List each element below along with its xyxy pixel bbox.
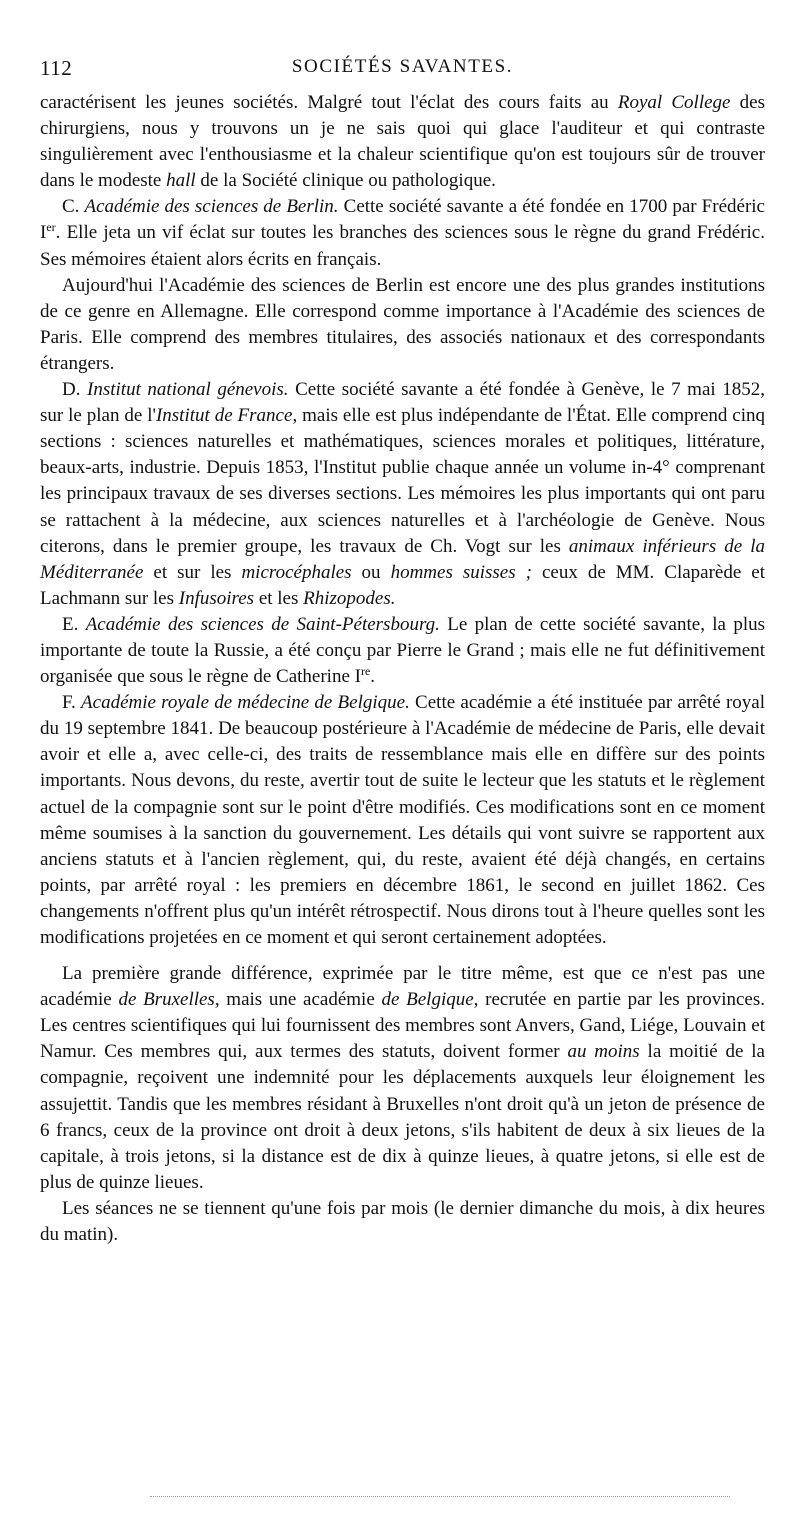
paragraph: [40, 961, 765, 1196]
text-run: Le plan de cette société savante, la plus importante de toute la Russie, a été conçu par Pierre le Grand ; mais elle ne fut définitivement organisée que sous le règne de Catherine I: [40, 613, 766, 688]
text-run: et sur les: [143, 561, 242, 583]
italic-text: de Bruxelles,: [118, 989, 220, 1011]
paragraph: [40, 273, 765, 377]
text-run: caractérisent les jeunes sociétés. Malgré tout l'éclat des cours faits au: [40, 92, 618, 113]
page-header: [40, 56, 765, 90]
italic-text: de Belgique: [381, 989, 474, 1011]
paragraph: [40, 194, 765, 272]
italic-text: Académie royale de médecine de Belgique.: [81, 692, 410, 714]
text-run: D.: [62, 379, 88, 401]
paragraph: [40, 612, 765, 690]
superscript: re: [360, 664, 371, 679]
text-run: mais une académie: [219, 989, 382, 1011]
bottom-rule: [150, 1496, 730, 1497]
page-number: 112: [40, 56, 73, 80]
paragraph: [40, 1196, 765, 1248]
running-title: SOCIÉTÉS SAVANTES.: [291, 56, 514, 77]
text-run: Cette académie a été instituée par arrêté royal du 19 septembre 1841. De beaucoup postérieure à l'Académie de médecine de Paris, elle devait avoir et elle a, avec celle-ci, des traits de ressemblance mais elle en diffère sur des points importants. Nous devons, du reste, avertir tout de suite le lecteur que les statuts et le règlement actuel de la compagnie sont sur le point d'être modifiés. Ces modifications sont en ce moment même soumises à la sanction du gouvernement. Les détails qui vont suivre se rapportent aux anciens statuts et à l'ancien règlement, qui, du reste, avaient été déjà changés, en certains points, par arrêté royal : les premiers en décembre 1861, le second en juillet 1862. Ces changements n'offrent plus qu'un intérêt rétrospectif. Nous dirons tout à l'heure quelles sont les modifications projetées en ce moment et qui seront certainement adoptées.: [40, 692, 765, 948]
text-run: Cette société savante a été fondée à Genève, le 7 mai 1852, sur le plan de l': [40, 379, 765, 427]
italic-text: Institut de France: [155, 405, 293, 427]
text-run: , mais elle est plus indépendante de l'État. Elle comprend cinq sections : sciences naturelles et mathématiques, sciences morales et politiques, littérature, beaux-arts, industrie. Depuis 1853, l'Institut publie chaque année un volume in-4° comprenant les principaux travaux de ses diverses sections. Les mémoires les plus importants qui ont paru se rattachent à la médecine, aux sciences naturelles et à l'archéologie de Genève. Nous citerons, dans le premier groupe, les travaux de Ch. Vogt sur les: [40, 405, 766, 557]
text-run: E.: [62, 613, 86, 635]
text-run: , recrutée en partie par les provinces. Les centres scientifiques qui lui fournissent des membres sont Anvers, Gand, Liége, Louvain et Namur. Ces membres qui, aux termes des statuts, doivent former: [40, 989, 766, 1063]
italic-text: au moins: [567, 1041, 640, 1063]
text-run: des chirurgiens, nous y trouvons un je ne sais quoi qui glace l'auditeur et qui contraste singulièrement avec l'enthousiasme et la chaleur scientifique qu'on est toujours sûr de trouver dans le modeste: [40, 92, 765, 192]
text-run: La première grande différence, exprimée par le titre même, est que ce n'est pas une académie: [40, 963, 765, 1011]
text-run: Cette société savante a été fondée en 1700 par Frédéric I: [40, 196, 765, 244]
paragraph: [40, 690, 765, 951]
text-run: C.: [62, 196, 85, 218]
text-run: . Elle jeta un vif éclat sur toutes les branches des sciences sous le règne du grand Frédéric. Ses mémoires étaient alors écrits en français.: [40, 222, 765, 270]
italic-text: hommes suisses ;: [390, 561, 532, 583]
text-run: la moitié de la compagnie, reçoivent une indemnité pour les déplacements auxquels leur éloignement les assujettit. Tandis que les membres résidant à Bruxelles n'ont droit qu'à un jeton de présence de 6 francs, ceux de la province ont droit à deux jetons, s'ils habitent de deux à six lieues de la capitale, à trois jetons, si la distance est de dix à quinze lieues, à quatre jetons, si elle est de plus de quinze lieues.: [40, 1041, 765, 1193]
italic-text: Académie des sciences de Saint-Pétersbourg.: [85, 613, 440, 635]
text-run: F.: [62, 692, 82, 714]
text-run: Les séances ne se tiennent qu'une fois par mois (le dernier dimanche du mois, à dix heures du matin).: [40, 1197, 765, 1246]
italic-text: Académie des sciences de Berlin.: [84, 196, 339, 218]
text-run: .: [370, 666, 376, 688]
text-run: Aujourd'hui l'Académie des sciences de Berlin est encore une des plus grandes institutions de ce genre en Allemagne. Elle correspond comme importance à l'Académie des sciences de Paris. Elle comprend des membres titulaires, des associés nationaux et des correspondants étrangers.: [40, 274, 765, 374]
body-text: [40, 90, 765, 1248]
italic-text: Royal College: [617, 92, 731, 113]
paragraph: [40, 377, 765, 612]
italic-text: microcéphales: [241, 561, 352, 583]
italic-text: Infusoires: [178, 587, 255, 609]
italic-text: Institut national génevois.: [87, 379, 289, 401]
italic-text: hall: [166, 170, 196, 192]
text-run: ou: [351, 561, 391, 583]
italic-text: animaux inférieurs de la Méditerranée: [40, 535, 765, 583]
text-run: de la Société clinique ou pathologique.: [195, 170, 496, 192]
italic-text: Rhizopodes.: [303, 587, 396, 609]
text-run: et les: [254, 587, 304, 609]
paragraph: [40, 90, 765, 194]
superscript: er: [46, 220, 56, 235]
text-run: ceux de MM. Claparède et Lachmann sur les: [40, 561, 766, 609]
book-page: [40, 56, 765, 1248]
